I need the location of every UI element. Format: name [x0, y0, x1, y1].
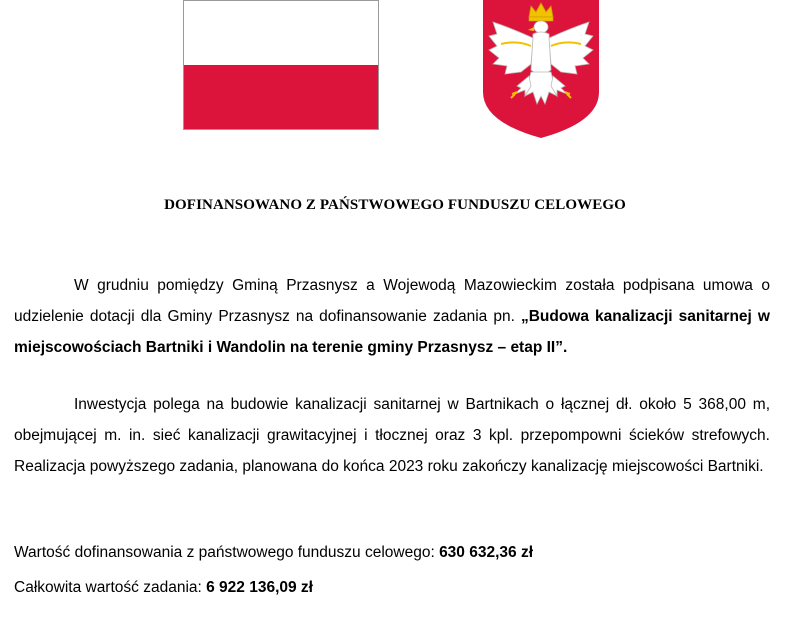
total-label: Całkowita wartość zadania: [14, 579, 207, 596]
paragraph-investment-text: Inwestycja polega na budowie kanalizacji sanitarnej w Bartnikach o łącznej dł. około 5 368,00 m, obejmującej m. in. sieć kanalizacji grawitacyjnej i tłocznej oraz 3 kpl. przepompowni ścieków strefowych. Realizacja powyższego zadania, planowana do końca 2023 roku zakończy kanalizację miejscowości Bartniki. [14, 396, 770, 475]
flag-red-stripe [184, 65, 378, 129]
flag-white-stripe [184, 1, 378, 65]
total-value: 6 922 136,09 zł [206, 579, 313, 596]
paragraph-investment [14, 389, 770, 482]
polish-flag [183, 0, 379, 130]
project-name: „Budowa kanalizacji sanitarnej w miejscowościach Bartniki i Wandolin na terenie gminy Przasnysz – etap II”. [14, 308, 770, 356]
paragraph-agreement-text: W grudniu pomiędzy Gminą Przasnysz a Wojewodą Mazowieckim została podpisana umowa o udzielenie dotacji dla Gminy Przasnysz na dofinansowanie zadania pn. [14, 277, 770, 325]
polish-emblem-icon [481, 0, 601, 138]
funding-value: 630 632,36 zł [439, 544, 534, 561]
page-title: DOFINANSOWANO Z PAŃSTWOWEGO FUNDUSZU CELOWEGO [164, 197, 626, 213]
funding-amount-line [14, 544, 533, 562]
paragraph-agreement [14, 270, 770, 363]
total-value-line [14, 579, 313, 597]
funding-label: Wartość dofinansowania z państwowego funduszu celowego: [14, 544, 440, 561]
